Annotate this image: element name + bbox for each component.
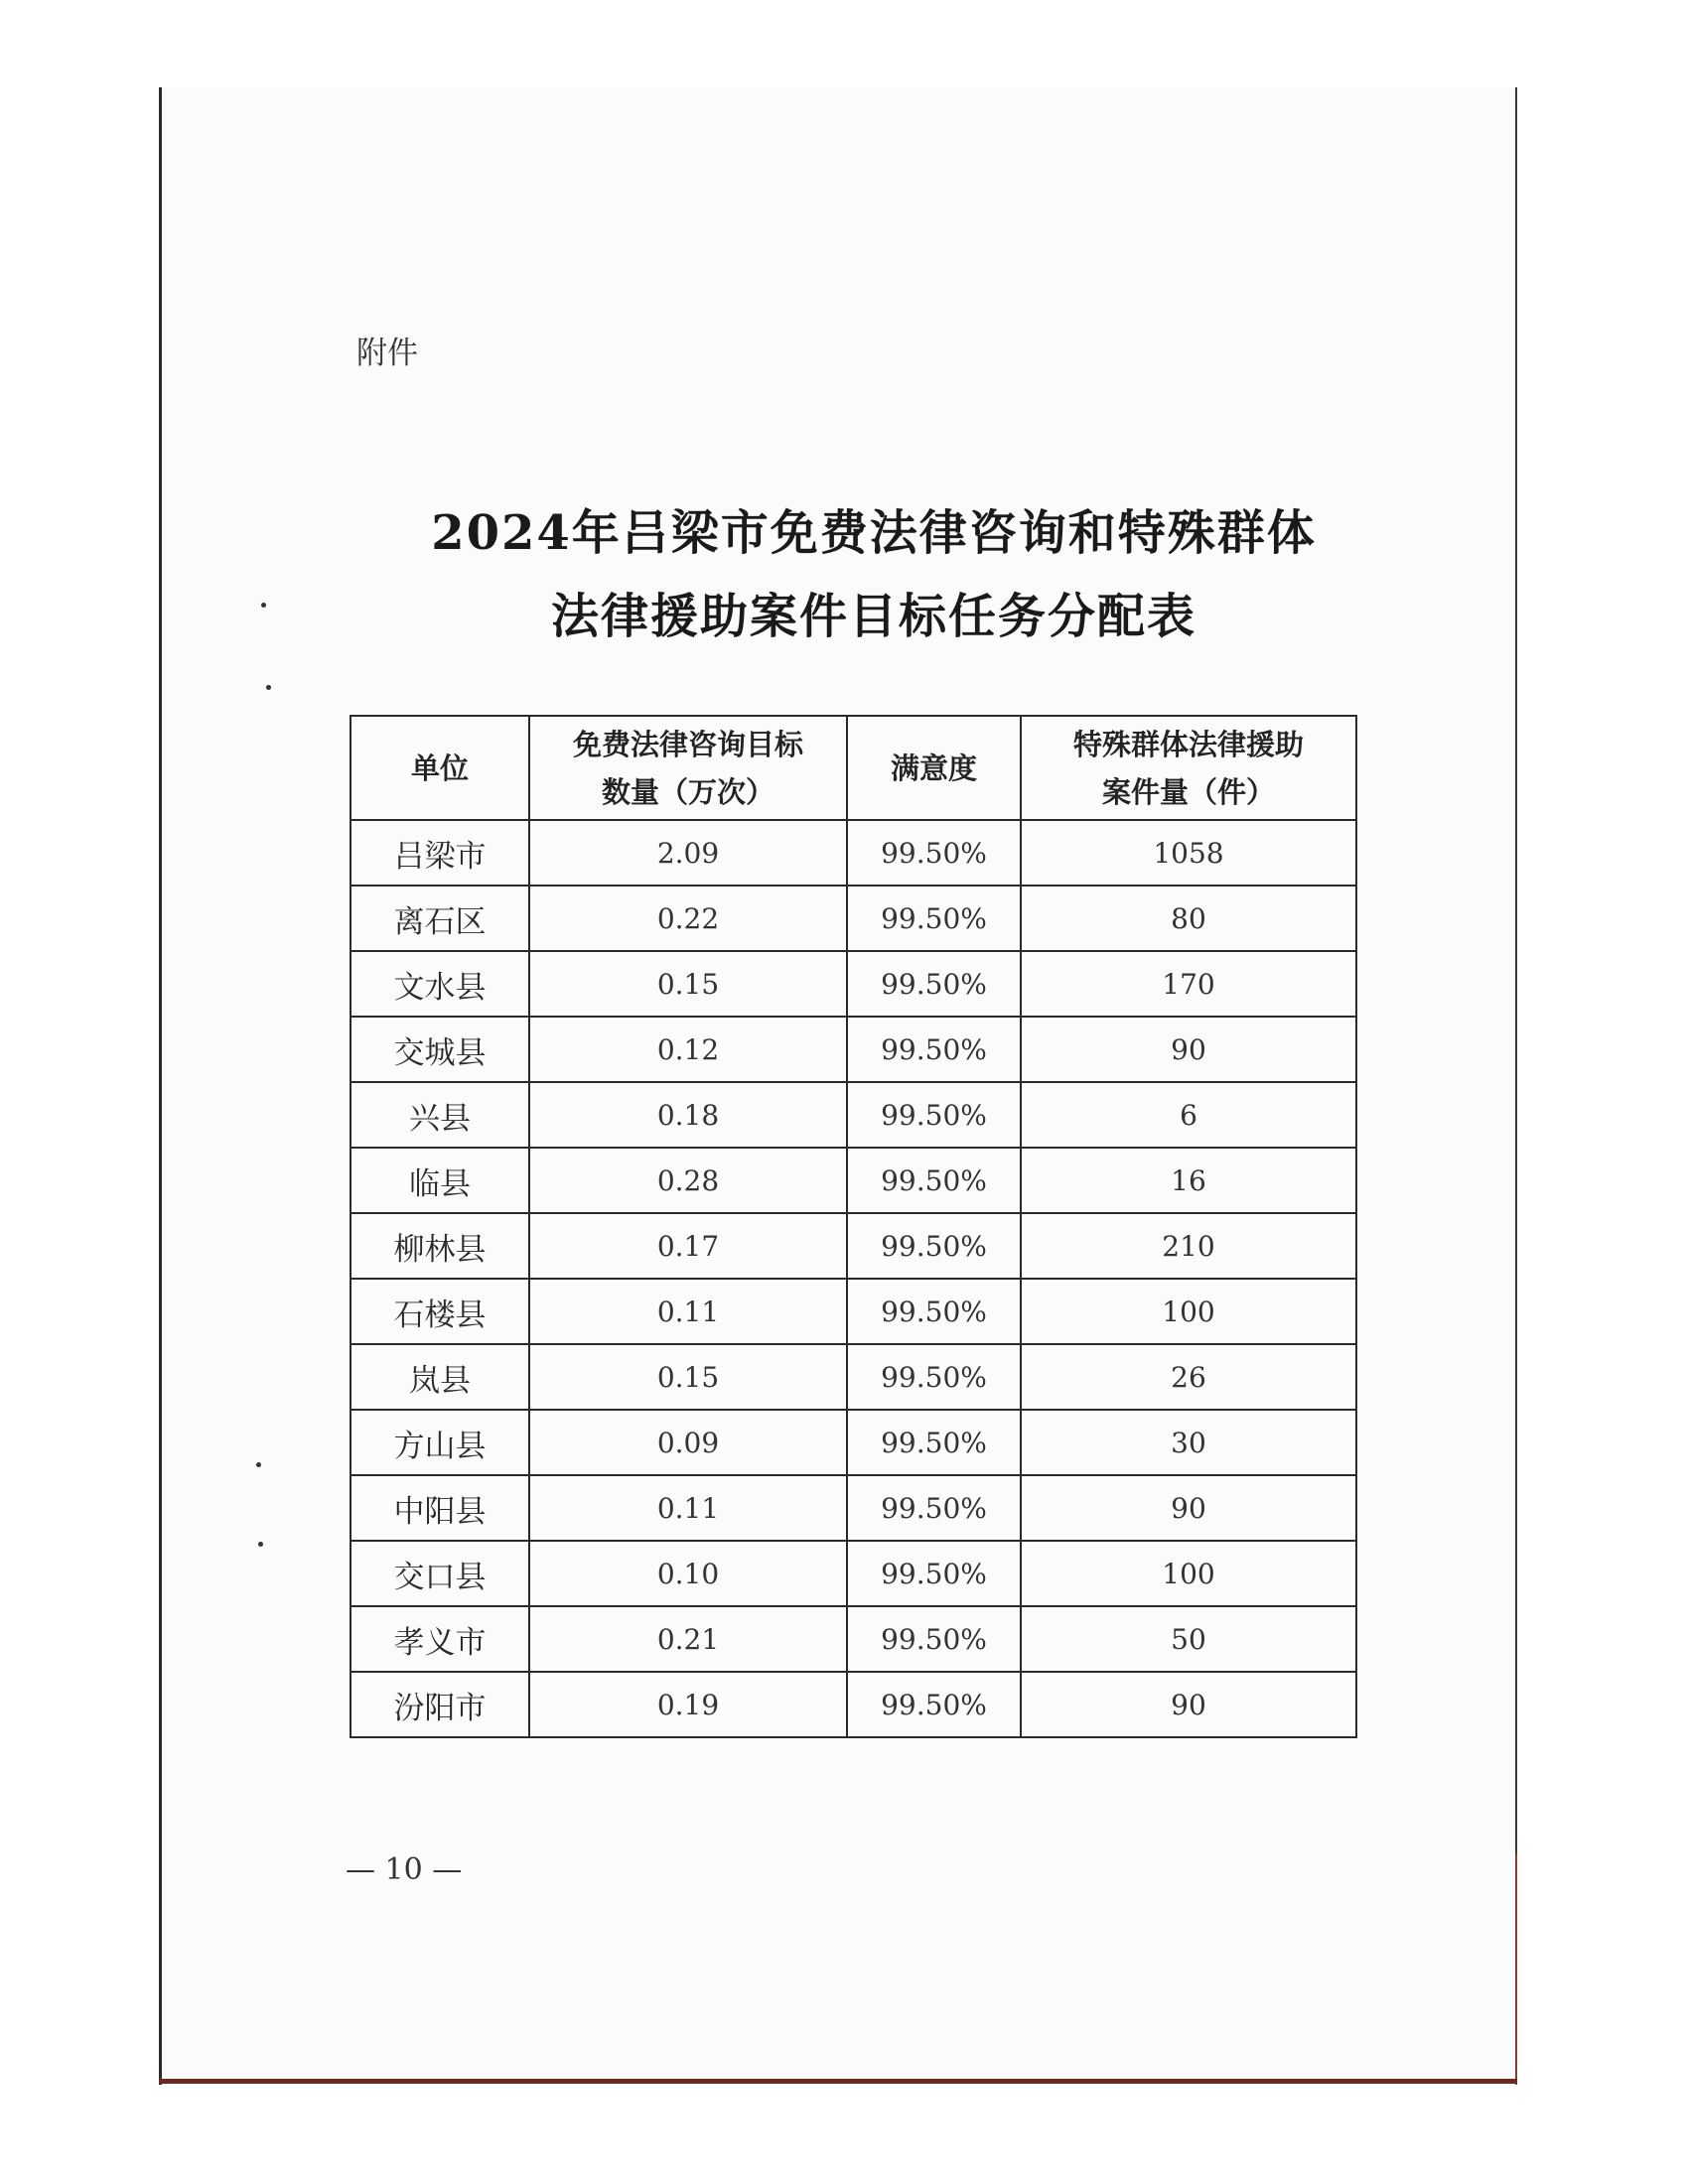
cell-satisfaction: 99.50% <box>847 1148 1021 1213</box>
cell-consult-target: 0.28 <box>529 1148 847 1213</box>
table-row <box>351 1017 1356 1082</box>
table-body <box>351 820 1356 1737</box>
cell-consult-target: 0.21 <box>529 1606 847 1672</box>
table-row <box>351 1606 1356 1672</box>
cell-consult-target: 0.10 <box>529 1541 847 1606</box>
header-aid-line-2: 案件量（件） <box>1101 774 1275 809</box>
table-row <box>351 1344 1356 1410</box>
cell-consult-target: 0.17 <box>529 1213 847 1279</box>
cell-legal-aid-cases: 26 <box>1021 1344 1356 1410</box>
cell-satisfaction: 99.50% <box>847 1279 1021 1344</box>
table-row <box>351 820 1356 886</box>
cell-satisfaction: 99.50% <box>847 1475 1021 1541</box>
cell-satisfaction: 99.50% <box>847 1541 1021 1606</box>
cell-legal-aid-cases: 6 <box>1021 1082 1356 1148</box>
cell-unit: 岚县 <box>351 1344 529 1410</box>
cell-satisfaction: 99.50% <box>847 951 1021 1017</box>
scan-speck <box>258 1542 263 1547</box>
cell-legal-aid-cases: 210 <box>1021 1213 1356 1279</box>
cell-consult-target: 0.19 <box>529 1672 847 1737</box>
page-number: — 10 — <box>346 1852 463 1887</box>
cell-legal-aid-cases: 90 <box>1021 1017 1356 1082</box>
scan-speck <box>256 1462 261 1467</box>
cell-consult-target: 0.18 <box>529 1082 847 1148</box>
cell-legal-aid-cases: 100 <box>1021 1541 1356 1606</box>
cell-unit: 方山县 <box>351 1410 529 1475</box>
attachment-label: 附件 <box>356 336 418 371</box>
header-unit-label: 单位 <box>410 751 469 785</box>
cell-consult-target: 0.09 <box>529 1410 847 1475</box>
cell-unit: 离石区 <box>351 886 529 951</box>
cell-unit: 石楼县 <box>351 1279 529 1344</box>
cell-unit: 交口县 <box>351 1541 529 1606</box>
header-satisfaction-label: 满意度 <box>890 751 977 785</box>
header-consult-line-2: 数量（万次） <box>601 774 774 809</box>
scan-speck <box>261 603 266 608</box>
header-legal-aid-cases <box>1021 716 1356 820</box>
cell-satisfaction: 99.50% <box>847 1082 1021 1148</box>
header-aid-line-1: 特殊群体法律援助 <box>1072 727 1304 761</box>
header-satisfaction <box>847 716 1021 820</box>
title-line-1: 2024年吕梁市免费法律咨询和特殊群体 <box>431 505 1317 561</box>
table-row <box>351 951 1356 1017</box>
cell-consult-target: 0.11 <box>529 1475 847 1541</box>
cell-satisfaction: 99.50% <box>847 1017 1021 1082</box>
cell-satisfaction: 99.50% <box>847 820 1021 886</box>
table-row <box>351 1279 1356 1344</box>
cell-legal-aid-cases: 90 <box>1021 1672 1356 1737</box>
table-row <box>351 1082 1356 1148</box>
table-row <box>351 1541 1356 1606</box>
table-header-row <box>351 716 1356 820</box>
header-unit <box>351 716 529 820</box>
cell-legal-aid-cases: 50 <box>1021 1606 1356 1672</box>
cell-legal-aid-cases: 1058 <box>1021 820 1356 886</box>
cell-unit: 中阳县 <box>351 1475 529 1541</box>
table-row <box>351 886 1356 951</box>
cell-unit: 孝义市 <box>351 1606 529 1672</box>
cell-consult-target: 0.15 <box>529 1344 847 1410</box>
cell-unit: 汾阳市 <box>351 1672 529 1737</box>
table-row <box>351 1213 1356 1279</box>
cell-satisfaction: 99.50% <box>847 1410 1021 1475</box>
cell-unit: 文水县 <box>351 951 529 1017</box>
cell-unit: 吕梁市 <box>351 820 529 886</box>
cell-satisfaction: 99.50% <box>847 1344 1021 1410</box>
cell-consult-target: 0.22 <box>529 886 847 951</box>
cell-legal-aid-cases: 100 <box>1021 1279 1356 1344</box>
scan-speck <box>266 685 271 690</box>
cell-legal-aid-cases: 80 <box>1021 886 1356 951</box>
header-consult-target <box>529 716 847 820</box>
cell-satisfaction: 99.50% <box>847 886 1021 951</box>
allocation-table <box>350 715 1357 1738</box>
title-line-2: 法律援助案件目标任务分配表 <box>550 589 1196 644</box>
cell-legal-aid-cases: 30 <box>1021 1410 1356 1475</box>
cell-unit: 临县 <box>351 1148 529 1213</box>
cell-unit: 兴县 <box>351 1082 529 1148</box>
table-row <box>351 1148 1356 1213</box>
cell-consult-target: 0.15 <box>529 951 847 1017</box>
cell-consult-target: 2.09 <box>529 820 847 886</box>
cell-satisfaction: 99.50% <box>847 1213 1021 1279</box>
table-row <box>351 1410 1356 1475</box>
table-row <box>351 1475 1356 1541</box>
cell-unit: 交城县 <box>351 1017 529 1082</box>
cell-satisfaction: 99.50% <box>847 1606 1021 1672</box>
cell-consult-target: 0.12 <box>529 1017 847 1082</box>
header-consult-line-1: 免费法律咨询目标 <box>572 727 803 761</box>
cell-legal-aid-cases: 90 <box>1021 1475 1356 1541</box>
cell-legal-aid-cases: 170 <box>1021 951 1356 1017</box>
document-title <box>298 491 1450 658</box>
cell-satisfaction: 99.50% <box>847 1672 1021 1737</box>
table-row <box>351 1672 1356 1737</box>
cell-legal-aid-cases: 16 <box>1021 1148 1356 1213</box>
cell-unit: 柳林县 <box>351 1213 529 1279</box>
cell-consult-target: 0.11 <box>529 1279 847 1344</box>
sheet-bottom-edge <box>159 2079 1517 2084</box>
